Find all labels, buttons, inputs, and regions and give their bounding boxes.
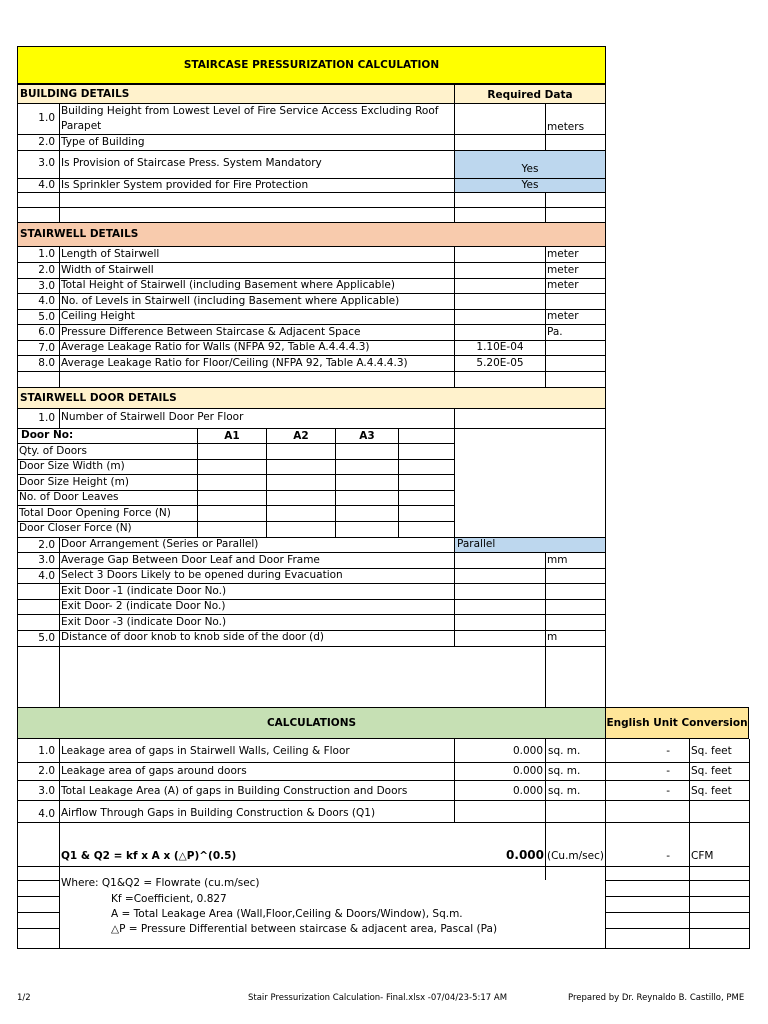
- exit-door-3-label: Exit Door -3 (indicate Door No.): [61, 616, 227, 628]
- stairwell-row-8-no: 8.0: [38, 357, 55, 369]
- calc-row-3-unit: sq. m.: [548, 785, 581, 797]
- footer-prepared-by: Prepared by Dr. Reynaldo B. Castillo, PME: [568, 993, 745, 1003]
- calc-row-3-label: Total Leakage Area (A) of gaps in Building Construction and Doors: [61, 785, 408, 797]
- door-param-opening-force: Total Door Opening Force (N): [19, 507, 171, 519]
- stairwell-row-7-no: 7.0: [38, 342, 55, 354]
- building-row-1-label: Building Height from Lowest Level of Fire Service Access Excluding Roof: [61, 105, 439, 117]
- calc-row-2-conv: -: [666, 765, 670, 777]
- calc-row-4-no: 4.0: [38, 808, 55, 820]
- door-col-a1: A1: [224, 430, 240, 442]
- calc-row-3-value: 0.000: [512, 785, 543, 797]
- door-row-1-label: Number of Stairwell Door Per Floor: [61, 411, 244, 423]
- stairwell-row-1-unit: meter: [547, 248, 579, 260]
- door-row-3-no: 3.0: [38, 554, 55, 566]
- calc-row-2-label: Leakage area of gaps around doors: [61, 765, 247, 777]
- calc-row-1-conv: -: [666, 745, 670, 757]
- stairwell-row-6-label: Pressure Difference Between Staircase & Adjacent Space: [61, 326, 361, 338]
- building-row-4-no: 4.0: [38, 179, 55, 191]
- footer-page-number: 1/2: [17, 993, 31, 1003]
- building-row-3-no: 3.0: [38, 157, 55, 169]
- calc-row-1-unit: sq. m.: [548, 745, 581, 757]
- stairwell-row-4-label: No. of Levels in Stairwell (including Basement where Applicable): [61, 295, 400, 307]
- door-param-closer-force: Door Closer Force (N): [19, 522, 132, 534]
- door-row-3-label: Average Gap Between Door Leaf and Door Frame: [61, 554, 320, 566]
- stairwell-row-7-label: Average Leakage Ratio for Walls (NFPA 92, Table A.4.4.4.3): [61, 341, 370, 353]
- where-line-2: Kf =Coefficient, 0.827: [111, 893, 227, 905]
- door-param-height: Door Size Height (m): [19, 476, 129, 488]
- door-row-2-label: Door Arrangement (Series or Parallel): [61, 538, 259, 550]
- door-param-qty: Qty. of Doors: [19, 445, 87, 457]
- sheet-title: STAIRCASE PRESSURIZATION CALCULATION: [17, 46, 606, 84]
- where-line-4: △P = Pressure Differential between staircase & adjacent area, Pascal (Pa): [111, 923, 498, 935]
- door-arrangement-value[interactable]: Parallel: [455, 538, 605, 552]
- calc-row-1-label: Leakage area of gaps in Stairwell Walls, Ceiling & Floor: [61, 745, 350, 757]
- door-no-label: Door No:: [21, 429, 74, 441]
- exit-door-1-label: Exit Door -1 (indicate Door No.): [61, 585, 227, 597]
- calc-row-3-conv: -: [666, 785, 670, 797]
- airflow-value: 0.000: [506, 849, 544, 862]
- footer-file-name: Stair Pressurization Calculation- Final.xlsx -07/04/23-5:17 AM: [248, 993, 508, 1003]
- calc-row-4-label: Airflow Through Gaps in Building Construction & Doors (Q1): [61, 807, 376, 819]
- stairwell-row-5-no: 5.0: [38, 311, 55, 323]
- calc-row-2-value: 0.000: [512, 765, 543, 777]
- building-row-1-no: 1.0: [38, 112, 55, 124]
- stairwell-row-5-unit: meter: [547, 310, 579, 322]
- stairwell-row-2-label: Width of Stairwell: [61, 264, 154, 276]
- stairwell-row-2-no: 2.0: [38, 264, 55, 276]
- where-line-3: A = Total Leakage Area (Wall,Floor,Ceiling & Doors/Window), Sq.m.: [111, 908, 463, 920]
- where-line-1: Where: Q1&Q2 = Flowrate (cu.m/sec): [61, 877, 260, 889]
- door-col-a2: A2: [293, 430, 309, 442]
- airflow-conv: -: [666, 850, 670, 862]
- airflow-unit: (Cu.m/sec): [547, 850, 604, 862]
- door-col-a3: A3: [359, 430, 375, 442]
- stairwell-row-2-unit: meter: [547, 264, 579, 276]
- stairwell-row-1-no: 1.0: [38, 248, 55, 260]
- stairwell-row-8-value: 5.20E-05: [476, 357, 524, 369]
- building-row-2-input[interactable]: [455, 135, 545, 150]
- calc-row-1-conv-unit: Sq. feet: [691, 745, 732, 757]
- door-row-3-unit: mm: [547, 554, 568, 566]
- building-row-4-label: Is Sprinkler System provided for Fire Protection: [61, 179, 309, 191]
- calc-row-3-conv-unit: Sq. feet: [691, 785, 732, 797]
- stairwell-row-4-no: 4.0: [38, 295, 55, 307]
- building-row-2-no: 2.0: [38, 136, 55, 148]
- stairwell-row-3-label: Total Height of Stairwell (including Basement where Applicable): [61, 279, 395, 291]
- english-unit-conversion-header: English Unit Conversion: [605, 707, 749, 739]
- door-row-4-no: 4.0: [38, 570, 55, 582]
- door-row-2-no: 2.0: [38, 539, 55, 551]
- door-param-width: Door Size Width (m): [19, 460, 125, 472]
- exit-door-2-label: Exit Door- 2 (indicate Door No.): [61, 600, 226, 612]
- stairwell-row-3-unit: meter: [547, 279, 579, 291]
- building-row-3-label: Is Provision of Staircase Press. System Mandatory: [61, 157, 322, 169]
- calc-row-2-no: 2.0: [38, 765, 55, 777]
- airflow-formula: Q1 & Q2 = kf x A x (△P)^(0.5): [61, 850, 237, 862]
- stairwell-row-7-value: 1.10E-04: [476, 341, 524, 353]
- stairwell-row-6-unit: Pa.: [547, 326, 563, 338]
- door-row-5-label: Distance of door knob to knob side of the door (d): [61, 631, 324, 643]
- calc-row-3-no: 3.0: [38, 785, 55, 797]
- stairwell-details-header: STAIRWELL DETAILS: [17, 222, 606, 247]
- building-row-1-unit: meters: [547, 121, 585, 133]
- calc-row-1-value: 0.000: [512, 745, 543, 757]
- door-row-5-no: 5.0: [38, 632, 55, 644]
- required-data-header: Required Data: [454, 84, 606, 104]
- door-row-5-unit: m: [547, 631, 558, 643]
- stairwell-row-8-label: Average Leakage Ratio for Floor/Ceiling (NFPA 92, Table A.4.4.4.3): [61, 357, 408, 369]
- stairwell-row-3-no: 3.0: [38, 280, 55, 292]
- airflow-conv-unit: CFM: [691, 850, 714, 862]
- calc-row-1-no: 1.0: [38, 745, 55, 757]
- calc-row-2-conv-unit: Sq. feet: [691, 765, 732, 777]
- building-details-header: BUILDING DETAILS: [17, 84, 455, 104]
- door-param-leaves: No. of Door Leaves: [19, 491, 119, 503]
- building-row-2-label: Type of Building: [61, 136, 145, 148]
- calculations-header: CALCULATIONS: [17, 707, 606, 739]
- building-row-3-value[interactable]: Yes: [455, 151, 605, 178]
- door-details-header: STAIRWELL DOOR DETAILS: [17, 387, 606, 409]
- stairwell-row-1-label: Length of Stairwell: [61, 248, 160, 260]
- door-row-4-label: Select 3 Doors Likely to be opened during Evacuation: [61, 569, 343, 581]
- building-row-1-input[interactable]: [455, 105, 545, 134]
- calc-row-2-unit: sq. m.: [548, 765, 581, 777]
- stairwell-row-6-no: 6.0: [38, 326, 55, 338]
- stairwell-row-5-label: Ceiling Height: [61, 310, 135, 322]
- building-row-4-value[interactable]: Yes: [455, 179, 605, 192]
- door-row-1-no: 1.0: [38, 412, 55, 424]
- building-row-1-label-cont: Parapet: [61, 120, 102, 132]
